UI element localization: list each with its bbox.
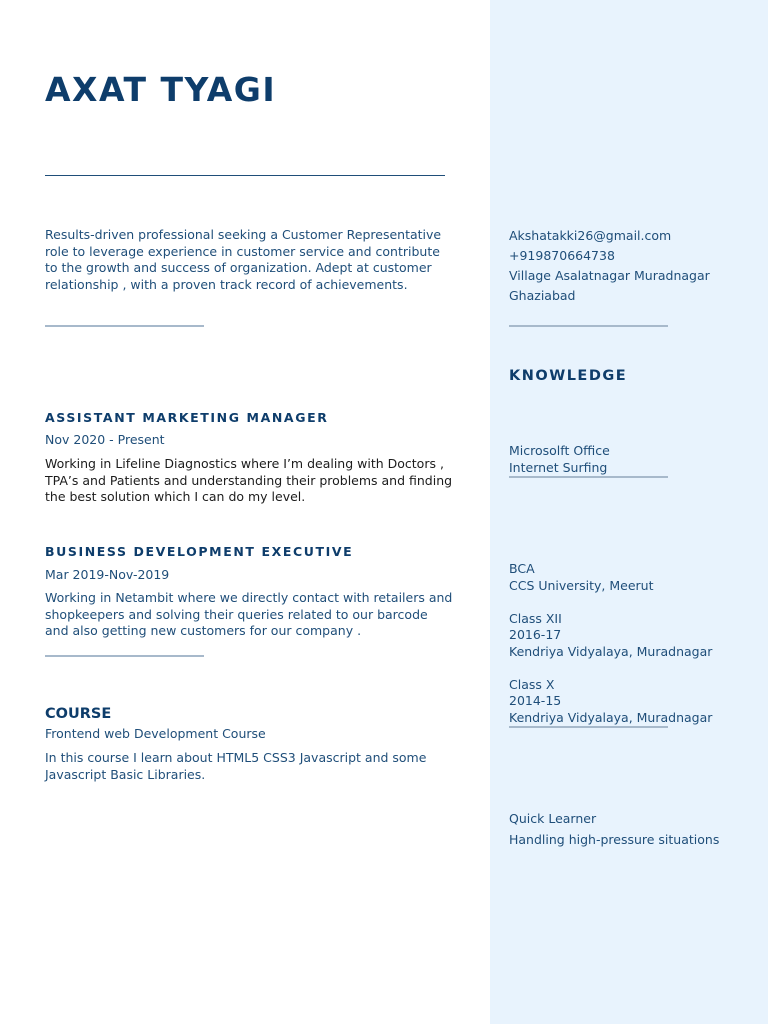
candidate-name: AXAT TYAGI [45,70,277,109]
header-divider [45,175,445,176]
job-dates-2: Mar 2019-Nov-2019 [45,567,170,582]
sidebar-panel [490,0,768,1024]
knowledge-item: Internet Surfing [509,460,608,475]
course-name: Frontend web Development Course [45,726,266,741]
skill-item: Handling high-pressure situations [509,832,720,847]
course-heading: COURSE [45,706,112,722]
summary-divider [45,325,204,327]
contact-address-line2: Ghaziabad [509,288,576,303]
education-class: Class XII [509,611,562,626]
education-school: Kendriya Vidyalaya, Muradnagar [509,644,713,659]
contact-phone: +919870664738 [509,248,615,263]
job-title-1: ASSISTANT MARKETING MANAGER [45,410,329,425]
course-description: In this course I learn about HTML5 CSS3 Javascript and some Javascript Basic Libraries. [45,750,427,782]
job-dates-1: Nov 2020 - Present [45,432,165,447]
education-degree: BCA [509,561,535,576]
education-school: Kendriya Vidyalaya, Muradnagar [509,710,713,725]
education-year: 2016-17 [509,627,562,642]
knowledge-divider [509,476,668,478]
contact-address-line1: Village Asalatnagar Muradnagar [509,268,710,283]
job-description-2: Working in Netambit where we directly contact with retailers and shopkeepers and solving their queries related to our barcode and also getting new customers for our company . [45,590,453,638]
contact-divider [509,325,668,327]
skill-item: Quick Learner [509,811,597,826]
knowledge-item: Microsolft Office [509,443,610,458]
contact-email: Akshatakki26@gmail.com [509,228,672,243]
job-description-1: Working in Lifeline Diagnostics where I’m dealing with Doctors , TPA’s and Patients and understanding their problems and finding the best solution which I can do my level. [45,456,453,504]
education-divider [509,726,668,728]
education-institution: CCS University, Meerut [509,578,654,593]
job-title-2: BUSINESS DEVELOPMENT EXECUTIVE [45,544,354,559]
education-class: Class X [509,677,555,692]
experience-divider [45,655,204,657]
education-year: 2014-15 [509,693,562,708]
knowledge-heading: KNOWLEDGE [509,368,628,384]
profile-summary: Results-driven professional seeking a Customer Representative role to leverage experience in customer service and contribute to the growth and success of organization. Adept at customer relationship , with a proven track record of achievements. [45,227,442,292]
